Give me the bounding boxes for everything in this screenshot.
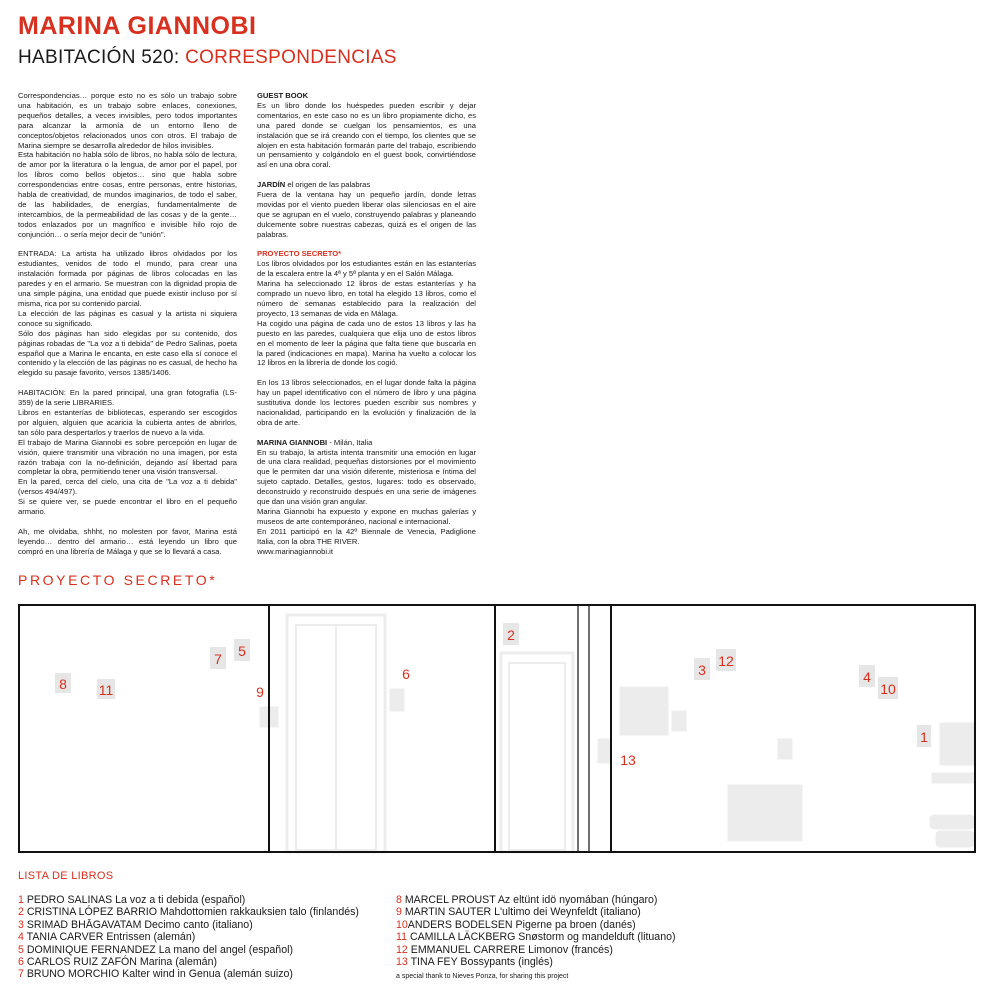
marker-label-5: 5 bbox=[238, 643, 246, 659]
proyecto-secreto-title: PROYECTO SECRETO* bbox=[18, 572, 218, 588]
marker-label-1: 1 bbox=[920, 729, 928, 745]
book-number: 13 bbox=[396, 956, 408, 969]
secreto-paragraph-4: En los 13 libros seleccionados, en el lugar donde falta la página hay un papel identificativo con el número de libro y una página sustitutiva donde los lectores pueden escribir sus nombres y nacionalidad, participando en la evolución y finalización de la obra de arte. bbox=[257, 378, 476, 427]
page-marker-4 bbox=[859, 665, 875, 687]
book-number: 9 bbox=[396, 906, 402, 919]
proyecto-secreto-heading: PROYECTO SECRETO* bbox=[257, 249, 342, 259]
page-marker-5 bbox=[234, 639, 250, 661]
paragraph-armario: Si se quiere ver, se puede encontrar el libro en el pequeño armario. bbox=[18, 497, 237, 517]
book-number: 11 bbox=[396, 931, 407, 944]
page-marker-3 bbox=[694, 658, 710, 680]
book-item bbox=[396, 956, 676, 968]
jardin-text: Fuera de la ventana hay un pequeño jardín, donde letras movidas por el viento pueden liberar olas silenciosas en el aire que se agrupan en el vuelo, construyendo palabras y planeando dulcemente sobre nuestras cabezas, quizá es el origen de las palabras. bbox=[257, 190, 476, 239]
artist-bio-3: En 2011 participó en la 42º Biennale de Venecia, Padiglione Italia, con la obra THE RIVER. bbox=[257, 526, 476, 546]
book-text: MARCEL PROUST Az eltünt idö nyomában (húngaro) bbox=[404, 894, 658, 906]
book-text: MARTIN SAUTER L'ultimo dei Weynfeldt (italiano) bbox=[404, 906, 641, 919]
book-number: 7 bbox=[18, 968, 24, 981]
marker-label-12: 12 bbox=[718, 653, 734, 669]
book-item bbox=[18, 931, 359, 943]
subtitle-main: HABITACIÓN 520: bbox=[18, 47, 186, 68]
book-list-title: LISTA DE LIBROS bbox=[18, 870, 114, 882]
book-text: BRUNO MORCHIO Kalter wind in Genua (alemán suizo) bbox=[26, 968, 293, 981]
page-marker-9 bbox=[256, 684, 264, 700]
paragraph-pared: En la pared, cerca del cielo, una cita de "La voz a ti debida" (versos 494/497). bbox=[18, 477, 237, 497]
page-marker-10 bbox=[878, 677, 898, 699]
book-text: PEDRO SALINAS La voz a ti debida (español) bbox=[26, 894, 246, 906]
book-item bbox=[396, 906, 676, 918]
acknowledgement: a special thank to Nieves Ponza, for sharing this project bbox=[396, 973, 569, 980]
page-marker-12 bbox=[716, 649, 736, 671]
room-subtitle bbox=[18, 47, 397, 69]
paragraph-trabajo: El trabajo de Marina Giannobi es sobre percepción en lugar de visión, quiere transmitir una vibración no una imagen, por esta razón trabaja con la no-definición, dejando así libertad para completar la obra, permitiendo tener una visión transversal. bbox=[18, 437, 237, 477]
book-text: TINA FEY Bossypants (inglés) bbox=[410, 956, 553, 969]
book-text: CAMILLA LÄCKBERG Snøstorm og mandelduft (lituano) bbox=[409, 931, 676, 944]
room-furniture bbox=[260, 615, 974, 852]
page-marker-11 bbox=[97, 679, 115, 699]
paragraph-eleccion: La elección de las páginas es casual y la artista ni siquiera conoce su significado. bbox=[18, 308, 237, 328]
book-list-right bbox=[396, 894, 676, 968]
guest-book-text: Es un libro donde los huéspedes pueden escribir y dejar comentarios, en este caso no es un libro propiamente dicho, es una pared donde se cuelgan los pensamientos, es una instalación que se irá creando con el tiempo, los clientes que se alojen en esta habitación formarán parte del trabajo, escribiendo un pensamiento y colgándolo en el guest book, convirtiéndose así en una obra coral. bbox=[257, 100, 476, 170]
book-item bbox=[18, 956, 359, 968]
marker-label-6: 6 bbox=[402, 666, 410, 682]
artist-website: www.marinagiannobi.it bbox=[257, 546, 333, 556]
marker-label-4: 4 bbox=[863, 669, 871, 685]
artist-bio-2: Marina Giannobi ha expuesto y expone en muchas galerías y museos de arte contemporáneo, nacional e internacional. bbox=[257, 507, 476, 526]
book-item bbox=[18, 944, 359, 956]
book-list-left bbox=[18, 894, 359, 981]
book-number: 2 bbox=[18, 906, 24, 919]
left-text-column bbox=[18, 91, 237, 557]
paragraph-habitacion: HABITACIÓN: En la pared principal, una gran fotografía (LS-359) de la serie LIBRARIES. bbox=[18, 388, 237, 408]
book-number: 3 bbox=[18, 918, 24, 931]
page-marker-2 bbox=[503, 623, 519, 645]
book-item bbox=[396, 919, 676, 931]
page-marker-13 bbox=[620, 752, 636, 768]
jardin-heading: JARDÍN bbox=[257, 180, 286, 190]
marker-label-13: 13 bbox=[620, 752, 636, 768]
book-text: CARLOS RUIZ ZAFÓN Marina (alemán) bbox=[26, 956, 217, 969]
page-marker-8 bbox=[55, 673, 71, 693]
book-text: CRISTINA LÓPEZ BARRIO Mahdottomien rakkauksien talo (finlandés) bbox=[26, 906, 359, 919]
room-walls bbox=[19, 605, 975, 852]
marker-label-10: 10 bbox=[880, 681, 896, 697]
book-item bbox=[18, 968, 359, 980]
secreto-paragraph-1: Los libros olvidados por los estudiantes están en las estanterías de la escalera entre la 4ª y 5ª planta y en el Salón Málaga. bbox=[257, 259, 476, 279]
page-marker-1 bbox=[917, 725, 931, 747]
page-marker-7 bbox=[210, 647, 226, 669]
paragraph-entrada: ENTRADA: La artista ha utilizado libros olvidados por los estudiantes, venidos de todo el mundo, para crear una instalación formada por páginas de libros colocadas en las paredes y en el armario. Se muestran con la dignidad propia de una simple página, una entidad que puede existir incluso por sí misma, rica por su contenido parcial. bbox=[18, 249, 237, 309]
right-text-column bbox=[257, 91, 476, 557]
room-floor-plan bbox=[0, 603, 1000, 855]
secreto-paragraph-3: Ha cogido una página de cada uno de estos 13 libros y las ha puesto en las paredes, cualquiera que elija uno de estos libros en el momento de leer la página que falta tiene que buscarla en la pared (indicaciones en mapa). Marina ha vuelto a colocar los 12 libros en la librería de donde los cogió. bbox=[257, 318, 476, 368]
page-marker-6 bbox=[402, 666, 410, 682]
guest-book-heading: GUEST BOOK bbox=[257, 91, 309, 100]
book-number: 4 bbox=[18, 931, 24, 944]
paragraph-intro: Correspondencias… porque esto no es sólo un trabajo sobre una habitación, es un trabajo sobre enlaces, conexiones, pequeños detalles, a veces invisibles, pero todos importantes para alcanzar la armonía de un entorno lleno de conceptos/objetos relacionados unos con otros. El trabajo de Marina siempre se desarrolla alrededor de hilos invisibles. bbox=[18, 91, 237, 150]
marker-label-3: 3 bbox=[698, 662, 706, 678]
artist-bio-1: En su trabajo, la artista intenta transmitir una emoción en lugar de una clara realidad, pequeñas distorsiones por el movimiento que le permiten dar una visión diferente, misteriosa e íntima del sujeto captado. Detalles, gestos, lugares: todo es observado, deconstruido y reconstruido después en una serie de imágenes que dan una visión gran angular. bbox=[257, 447, 476, 507]
marker-label-8: 8 bbox=[59, 676, 67, 692]
paragraph-paginas: Sólo dos páginas han sido elegidas por su contenido, dos páginas robadas de "La voz a ti debida" de Pedro Salinas, poeta español que a Marina le encanta, en este caso ella sí conoce el contenido y la elección de las páginas no es casual, de hecho ha elegido su pasaje favorito, versos 1385/1406. bbox=[18, 328, 237, 378]
book-text: TANIA CARVER Entrissen (alemán) bbox=[26, 931, 196, 944]
book-item bbox=[396, 894, 676, 906]
marker-label-7: 7 bbox=[214, 651, 222, 667]
book-item bbox=[18, 906, 359, 918]
marker-label-2: 2 bbox=[507, 627, 515, 643]
book-number: 8 bbox=[396, 894, 402, 906]
book-item bbox=[396, 944, 676, 956]
paragraph-correspondences: Esta habitación no habla sólo de libros, no habla sólo de lectura, de amor por la literatura o la lengua, de amor por el papel, por los libros como bellos objetos… sino que habla sobre correspondencias entre cosas, entre personas, entre historias, habla de creatividad, de mundos imaginarios, de todo el saber, de las habilidades, de energías, fundamentalmente de intercambios, de la permeabilidad de las cosas y de la gente… todos enlazados por un magnífico e invisible hilo rojo de conjunción… o sería mejor decir de "unión". bbox=[18, 150, 237, 239]
artist-title: MARINA GIANNOBI bbox=[18, 12, 257, 40]
book-text: ANDERS BODELSEN Pigerne pa broen (danés) bbox=[407, 918, 636, 931]
paragraph-libros: Libros en estanterías de bibliotecas, esperando ser escogidos por alguien, alguien que acaricia la cubierta antes de abrirlos, tan sólo para despertarlos y traerlos de nuevo a la vida. bbox=[18, 407, 237, 437]
jardin-subheading: el origen de las palabras bbox=[285, 180, 371, 190]
marker-label-11: 11 bbox=[98, 682, 114, 698]
book-item bbox=[18, 894, 359, 906]
artist-bio-location: - Milán, Italia bbox=[327, 437, 373, 447]
marker-label-9: 9 bbox=[256, 684, 264, 700]
book-text: DOMINIQUE FERNANDEZ La mano del angel (español) bbox=[26, 943, 293, 956]
book-number: 10 bbox=[396, 918, 408, 931]
subtitle-accent: CORRESPONDENCIAS bbox=[185, 47, 397, 68]
book-number: 5 bbox=[18, 943, 24, 956]
book-text: SRIMAD BHĀGAVATAM Decimo canto (italiano) bbox=[26, 918, 253, 931]
secreto-paragraph-2: Marina ha seleccionado 12 libros de estas estanterías y ha comprado un nuevo libro, en total ha elegido 13 libros, como el número de semanas establecido para la realización del proyecto, 13 semanas de vida en Málaga. bbox=[257, 279, 476, 318]
book-item bbox=[18, 919, 359, 931]
paragraph-olvidaba: Ah, me olvidaba, shhht, no molesten por favor, Marina está leyendo… dentro del armario… está leyendo un libro que compró en una librería de Málaga y que se lo llevará a casa. bbox=[18, 526, 237, 556]
book-number: 1 bbox=[18, 894, 24, 906]
book-item bbox=[396, 931, 676, 943]
artist-bio-heading: MARINA GIANNOBI bbox=[257, 437, 328, 447]
book-number: 12 bbox=[396, 943, 408, 956]
book-text: EMMANUEL CARRERE Limonov (francés) bbox=[410, 943, 613, 956]
book-number: 6 bbox=[18, 956, 24, 969]
